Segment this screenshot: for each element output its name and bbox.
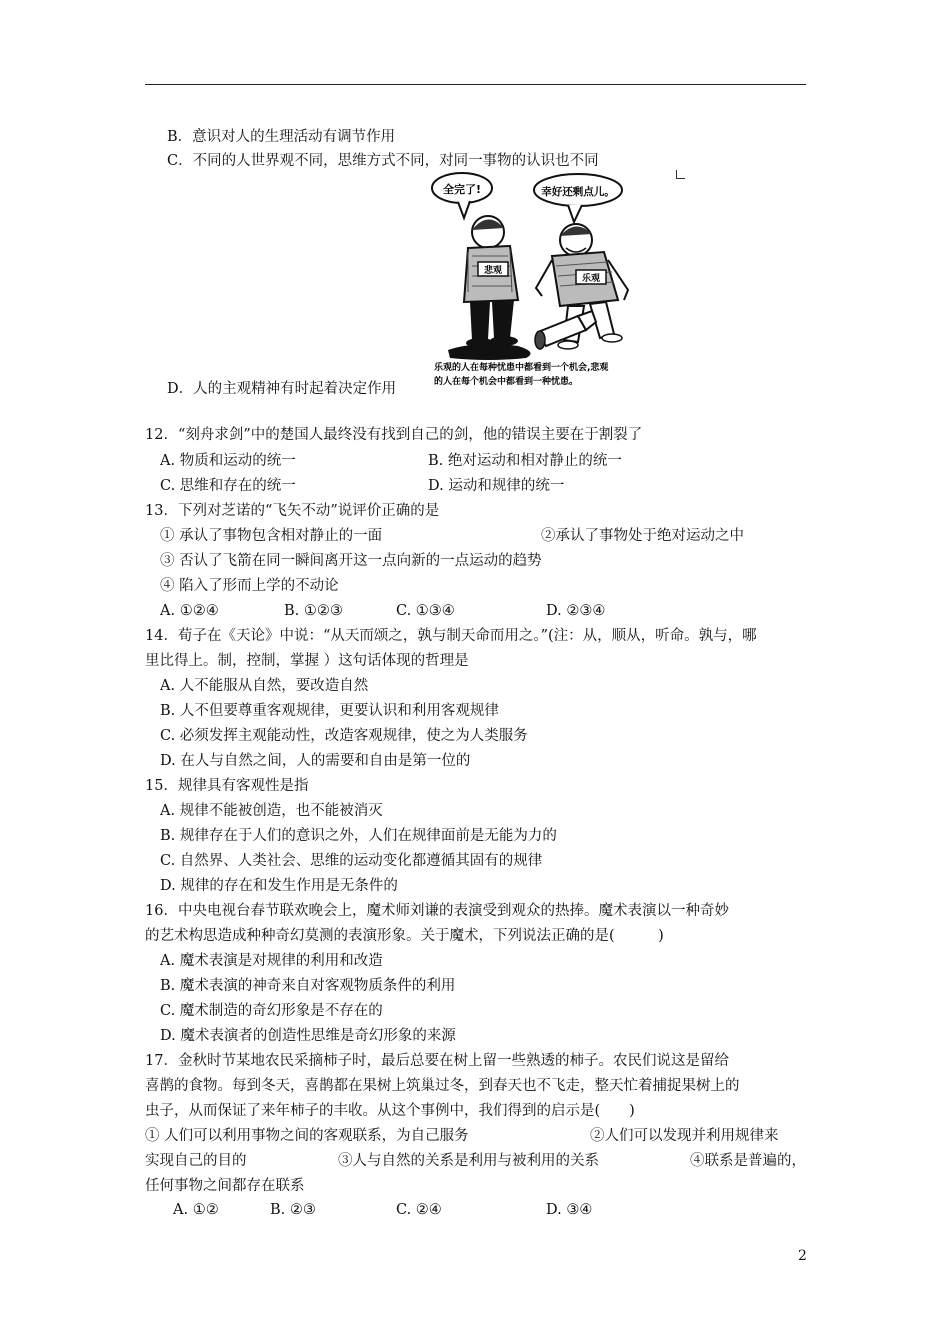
text-line: D. 运动和规律的统一	[428, 478, 565, 494]
text-line: B. ②③	[270, 1202, 316, 1218]
text-line: C. 必须发挥主观能动性，改造客观规律，使之为人类服务	[160, 728, 528, 744]
text-line: 的艺术构思造成种种奇幻莫测的表演形象。关于魔术，下列说法正确的是( )	[145, 928, 664, 944]
text-line: A. ①②	[173, 1202, 219, 1218]
pessimist-figure	[464, 216, 518, 348]
text-line: B. 人不但要尊重客观规律，更要认识和利用客观规律	[160, 703, 499, 719]
text-line: ②承认了事物处于绝对运动之中	[541, 528, 744, 544]
text-line: B. 绝对运动和相对静止的统一	[428, 453, 622, 469]
text-line: B. ①②③	[284, 603, 343, 619]
text-line: 虫子，从而保证了来年柿子的丰收。从这个事例中，我们得到的启示是( )	[145, 1103, 635, 1119]
text-line: 里比得上。制，控制，掌握 ）这句话体现的哲理是	[145, 653, 469, 669]
text-line: 17．金秋时节某地农民采摘柿子时，最后总要在树上留一些熟透的柿子。农民们说这是留给	[145, 1053, 729, 1069]
text-line: 15．规律具有客观性是指	[145, 778, 309, 794]
cartoon-caption-line2: 的人在每个机会中都看到一种忧患。	[434, 377, 579, 387]
text-line: 实现自己的目的	[145, 1153, 247, 1169]
text-line: ① 承认了事物包含相对静止的一面	[160, 528, 383, 544]
text-line: D. ③④	[546, 1202, 593, 1218]
text-line: 12．“刻舟求剑”中的楚国人最终没有找到自己的剑，他的错误主要在于割裂了	[145, 427, 643, 443]
text-line: B．意识对人的生理活动有调节作用	[167, 129, 396, 145]
text-line: C. ①③④	[396, 603, 455, 619]
text-line: B. 魔术表演的神奇来自对客观物质条件的利用	[160, 978, 456, 994]
text-line: ③ 否认了飞箭在同一瞬间离开这一点向新的一点运动的趋势	[160, 553, 542, 569]
text-line: C. ②④	[396, 1202, 442, 1218]
fallen-bottle	[448, 311, 596, 360]
text-line: 任何事物之间都存在联系	[145, 1178, 305, 1194]
text-line: D．人的主观精神有时起着决定作用	[167, 381, 397, 397]
text-line: ③人与自然的关系是利用与被利用的关系	[338, 1153, 599, 1169]
page-number: 2	[798, 1248, 807, 1264]
text-line: D. ②③④	[546, 603, 606, 619]
label-pessimist: 悲观	[483, 266, 503, 276]
text-line: 喜鹊的食物。每到冬天，喜鹊都在果树上筑巢过冬，到春天也不飞走，整天忙着捕捉果树上的	[145, 1078, 740, 1094]
text-line: 14．荀子在《天论》中说：“从天而颂之，孰与制天命而用之。”(注：从，顺从，听命。孰与，哪	[145, 628, 757, 644]
text-line: D. 规律的存在和发生作用是无条件的	[160, 878, 398, 894]
text-line: C．不同的人世界观不同，思维方式不同，对同一事物的认识也不同	[167, 153, 599, 169]
text-line: ④ 陷入了形而上学的不动论	[160, 578, 339, 594]
optimist-pessimist-cartoon	[428, 170, 690, 392]
text-line: C. 魔术制造的奇幻形象是不存在的	[160, 1003, 383, 1019]
text-line: 13．下列对芝诺的“飞矢不动”说评价正确的是	[145, 503, 440, 519]
bubble-left-text: 全完了!	[442, 183, 482, 196]
header-rule	[145, 84, 806, 85]
cartoon-caption-line1: 乐观的人在每种忧患中都看到一个机会,悲观	[434, 363, 609, 373]
text-line: A. ①②④	[160, 603, 219, 619]
text-line: A. 规律不能被创造，也不能被消灭	[160, 803, 383, 819]
text-line: ④联系是普遍的，	[690, 1153, 806, 1169]
text-line: A. 物质和运动的统一	[160, 453, 296, 469]
text-line: C. 思维和存在的统一	[160, 478, 296, 494]
text-line: D. 魔术表演者的创造性思维是奇幻形象的来源	[160, 1028, 456, 1044]
text-line: C. 自然界、人类社会、思维的运动变化都遵循其固有的规律	[160, 853, 543, 869]
text-line: ②人们可以发现并利用规律来	[590, 1128, 779, 1144]
bubble-right-text: 幸好还剩点儿。	[541, 186, 615, 198]
text-line: ① 人们可以利用事物之间的客观联系，为自己服务	[145, 1128, 469, 1144]
text-line: A. 魔术表演是对规律的利用和改造	[160, 953, 383, 969]
text-line: B. 规律存在于人们的意识之外，人们在规律面前是无能为力的	[160, 828, 557, 844]
text-line: 16．中央电视台春节联欢晚会上，魔术师刘谦的表演受到观众的热捧。魔术表演以一种奇妙	[145, 903, 729, 919]
text-line: D. 在人与自然之间，人的需要和自由是第一位的	[160, 753, 471, 769]
label-optimist: 乐观	[581, 274, 601, 284]
text-line: A. 人不能服从自然，要改造自然	[160, 678, 369, 694]
